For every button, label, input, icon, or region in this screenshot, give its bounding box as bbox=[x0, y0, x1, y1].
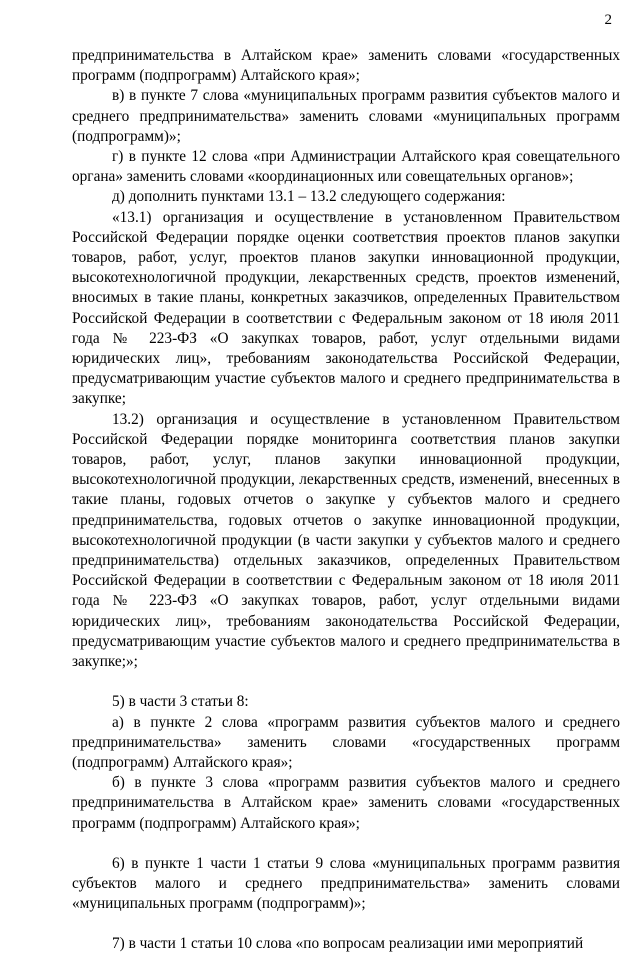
paragraph-item-g: г) в пункте 12 слова «при Администрации Алтайского края совещательного органа» заменить словами «координационных или совещательных органов»; bbox=[72, 148, 620, 186]
page-number: 2 bbox=[604, 12, 612, 28]
paragraph-item-d: д) дополнить пунктами 13.1 – 13.2 следующего содержания: bbox=[112, 188, 506, 206]
document-body bbox=[72, 46, 620, 955]
paragraph-13-2: 13.2) организация и осуществление в установленном Правительством Российской Федерации порядке мониторинга соответствия планов закупки товаров, работ, услуг, планов закупки инновационной продукции, высокотехнологичной продукции, лекарственных средств, изменений, внесенных в такие планы, годовых отчетов о закупке у субъектов малого и среднего предпринимательства, годовых отчетов о закупке инновационной продукции, высокотехнологичной продукции (в части закупки у субъектов малого и среднего предпринимательства) отдельных заказчиков, определенных Правительством Российской Федерации в соответствии с Федеральным законом от 18 июля 2011 года № 223-ФЗ «О закупках товаров, работ, услуг отдельными видами юридических лиц», требованиям законодательства Российской Федерации, предусматривающим участие субъектов малого и среднего предпринимательства в закупке;»; bbox=[72, 410, 620, 671]
paragraph-13-1: «13.1) организация и осуществление в установленном Правительством Российской Федерации порядке оценки соответствия проектов планов закупки товаров, работ, услуг, проектов планов закупки инновационной продукции, высокотехнологичной продукции, лекарственных средств, проектов изменений, вносимых в такие планы, конкретных заказчиков, определенных Правительством Российской Федерации в соответствии с Федеральным законом от 18 июля 2011 года № 223-ФЗ «О закупках товаров, работ, услуг отдельными видами юридических лиц», требованиям законодательства Российской Федерации, предусматривающим участие субъектов малого и среднего предпринимательства в закупке; bbox=[72, 208, 620, 408]
paragraph-item-5b: б) в пункте 3 слова «программ развития субъектов малого и среднего предпринимательства в Алтайском крае» заменить словами «государственных программ (подпрограмм) Алтайского края»; bbox=[72, 774, 620, 832]
paragraph-item-5: 5) в части 3 статьи 8: bbox=[112, 693, 249, 711]
paragraph-item-7: 7) в части 1 статьи 10 слова «по вопросам реализации ими мероприятий bbox=[112, 935, 584, 953]
paragraph-item-6: 6) в пункте 1 части 1 статьи 9 слова «муниципальных программ развития субъектов малого и среднего предпринимательства» заменить словами «муниципальных программ (подпрограмм)»; bbox=[72, 854, 620, 913]
paragraph-item-v: в) в пункте 7 слова «муниципальных программ развития субъектов малого и среднего предпринимательства» заменить словами «муниципальных программ (подпрограмм)»; bbox=[72, 87, 620, 145]
paragraph-item-5a: а) в пункте 2 слова «программ развития субъектов малого и среднего предпринимательства» заменить словами «государственных программ (подпрограмм) Алтайского края»; bbox=[72, 713, 620, 771]
paragraph-continuation: предпринимательства в Алтайском крае» заменить словами «государственных программ (подпрограмм) Алтайского края»; bbox=[72, 47, 620, 85]
